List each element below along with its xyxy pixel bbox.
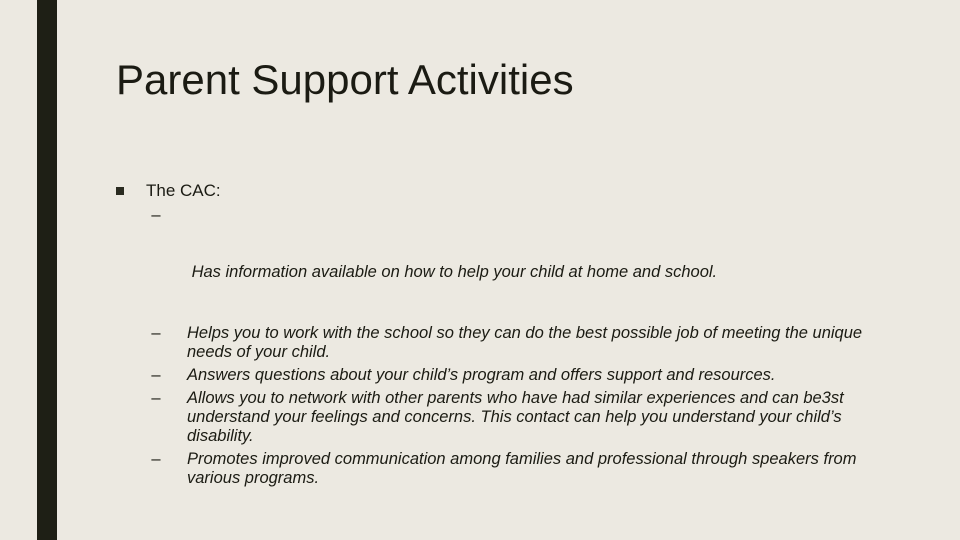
square-bullet-icon — [116, 187, 124, 195]
sub-bullet-item — [116, 450, 876, 488]
sub-bullet-list — [116, 206, 876, 488]
dash-icon: – — [151, 450, 161, 468]
dash-icon: – — [151, 324, 161, 342]
accent-bar — [37, 0, 57, 540]
sub-bullet-item — [116, 389, 876, 446]
sub-bullet-item — [116, 206, 876, 320]
sub-bullet-item — [116, 324, 876, 362]
sub-bullet-text: Promotes improved communication among families and professional through speakers from various programs. — [187, 450, 857, 487]
sub-bullet-text: Helps you to work with the school so they can do the best possible job of meeting the unique needs of your child. — [187, 324, 863, 361]
sub-bullet-item — [116, 366, 876, 385]
sub-bullet-text: Allows you to network with other parents who have had similar experiences and can be3st understand your feelings and concerns. This contact can help you understand your child’s disability. — [187, 389, 844, 445]
main-bullet — [116, 180, 876, 202]
slide-content — [116, 180, 876, 490]
dash-icon: – — [151, 389, 161, 407]
main-bullet-label: The CAC: — [146, 181, 221, 200]
sub-bullet-text: Answers questions about your child’s program and offers support and resources. — [187, 366, 776, 384]
slide-title: Parent Support Activities — [116, 56, 574, 103]
dash-icon: – — [151, 206, 161, 224]
dash-icon: – — [151, 366, 161, 384]
sub-bullet-text: Has information available on how to help your child at home and school. — [187, 263, 718, 281]
